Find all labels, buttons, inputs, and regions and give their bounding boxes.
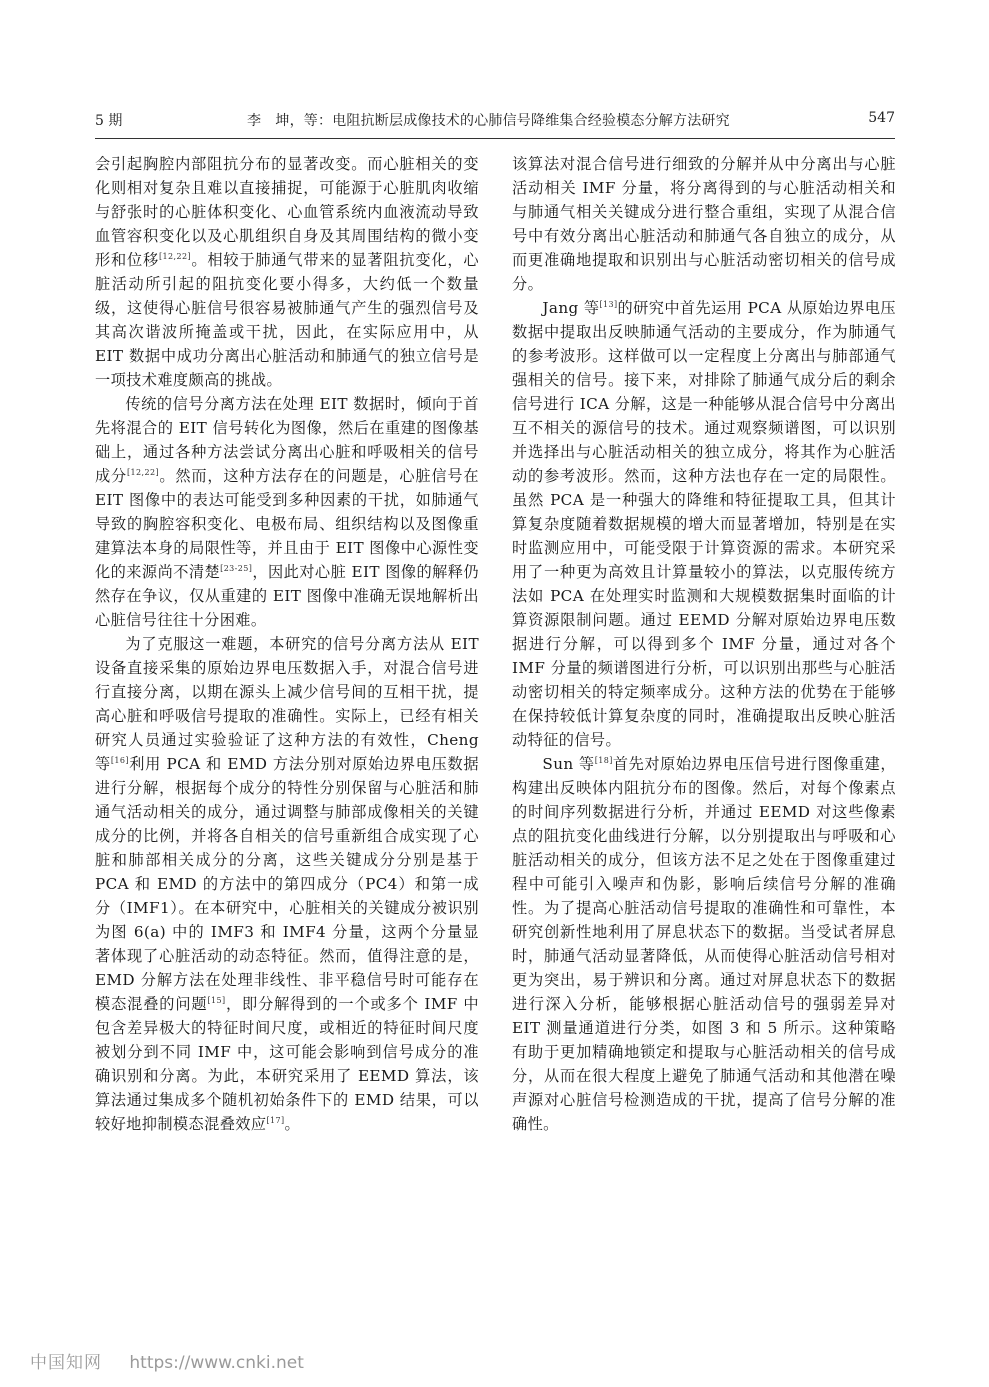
citation-ref[interactable]: [23-25] <box>220 564 253 573</box>
running-title: 李 坤，等：电阻抗断层成像技术的心肺信号降维集合经验模态分解方法研究 <box>247 113 730 129</box>
paragraph-text: 。 <box>284 1115 301 1133</box>
paragraph-text: 会引起胸腔内部阻抗分布的显著改变。而心脏相关的变化则相对复杂且难以直接捕捉，可能源于心脏肌肉收缩与舒张时的心脏体积变化、心血管系统内血液流动导致血管容积变化以及心肌组织自身及其周围结构的微小变形和位移 <box>95 155 479 269</box>
paragraph-text: 传统的信号分离方法在处理 EIT 数据时，倾向于首先将混合的 EIT 信号转化为图像，然后在重建的图像基础上，通过各种方法尝试分离出心脏和呼吸相关的信号成分 <box>95 395 479 485</box>
paragraph-text: Sun 等 <box>542 755 595 773</box>
paragraph-text: 。相较于肺通气带来的显著阻抗变化，心脏活动所引起的阻抗变化要小得多，大约低一个数量级，这使得心脏信号很容易被肺通气产生的强烈信号及其高次谐波所掩盖或干扰，因此，在实际应用中，从 EIT 数据中成功分离出心脏活动和肺通气的独立信号是一项技术难度颇高的挑战。 <box>95 251 479 389</box>
paragraph <box>512 752 896 1136</box>
paragraph-text: 首先对原始边界电压信号进行图像重建，构建出反映体内阻抗分布的图像。然后，对每个像素点的时间序列数据进行分析，并通过 EEMD 对这些像素点的阻抗变化曲线进行分解，以分别提取出与呼吸和心脏活动相关的成分，但该方法不足之处在于图像重建过程中可能引入噪声和伪影，影响后续信号分解的准确性。为了提高心脏活动信号提取的准确性和可靠性，本研究创新性地利用了屏息状态下的数据。当受试者屏息时，肺通气活动显著降低，从而使得心脏活动信号相对更为突出，易于辨识和分离。通过对屏息状态下的数据进行深入分析，能够根据心脏活动信号的强弱差异对 EIT 测量通道进行分类，如图 3 和 5 所示。这种策略有助于更加精确地锁定和提取与心脏活动相关的信号成分，从而在很大程度上避免了肺通气活动和其他潜在噪声源对心脏信号检测造成的干扰，提高了信号分解的准确性。 <box>512 755 897 1133</box>
citation-ref[interactable]: [16] <box>110 756 129 765</box>
paragraph <box>512 296 896 752</box>
citation-ref[interactable]: [17] <box>266 1116 285 1125</box>
running-header <box>95 110 895 134</box>
paragraph-text: 利用 PCA 和 EMD 方法分别对原始边界电压数据进行分解，根据每个成分的特性分别保留与心脏活和肺通气活动相关的成分，通过调整与肺部成像相关的关键成分的比例，并将各自相关的信号重新组合成实现了心脏和肺部相关成分的分离，这些关键成分分别是基于 PCA 和 EMD 的方法中的第四成分（PC4）和第一成分（IMF1）。在本研究中，心脏相关的关键成分被识别为图 6(a) 中的 IMF3 和 IMF4 分量，这两个分量显著体现了心脏活动的动态特征。然而，值得注意的是，EMD 分解方法在处理非线性、非平稳信号时可能存在模态混叠的问题 <box>95 755 479 1013</box>
right-column <box>512 152 896 1136</box>
site-url[interactable]: https://www.cnki.net <box>129 1353 304 1373</box>
paragraph-text: 该算法对混合信号进行细致的分解并从中分离出与心脏活动相关 IMF 分量，将分离得到的与心脏活动相关和与肺通气相关关键成分进行整合重组，实现了从混合信号中有效分离出心脏活动和肺通气各自独立的成分，从而更准确地提取和识别出与心脏活动密切相关的信号成分。 <box>512 155 896 293</box>
paragraph-text: 。然而，这种方法存在的问题是，心脏信号在 EIT 图像中的表达可能受到多种因素的干扰，如肺通气导致的胸腔容积变化、电极布局、组织结构以及图像重建算法本身的局限性等，并且由于 EIT 图像中心源性变化的来源尚不清楚 <box>95 467 479 581</box>
citation-ref[interactable]: [12,22] <box>127 468 159 477</box>
page-number: 547 <box>868 110 895 126</box>
paragraph <box>95 632 479 1136</box>
paragraph-text: Jang 等 <box>542 299 600 317</box>
site-name: 中国知网 <box>30 1353 102 1373</box>
paragraph <box>95 392 479 632</box>
paragraph-text: ，即分解得到的一个或多个 IMF 中包含差异极大的特征时间尺度，或相近的特征时间尺度被划分到不同 IMF 中，这可能会影响到信号成分的准确识别和分离。为此，本研究采用了 EEMD 算法，该算法通过集成多个随机初始条件下的 EMD 结果，可以较好地抑制模态混叠效应 <box>95 995 479 1133</box>
paragraph-text: ，因此对心脏 EIT 图像的解释仍然存在争议，仅从重建的 EIT 图像中准确无误地解析出心脏信号往往十分困难。 <box>95 563 480 629</box>
paragraph <box>95 152 479 392</box>
citation-ref[interactable]: [12,22] <box>159 252 191 261</box>
issue-number: 5 期 <box>95 113 123 129</box>
paragraph-text: 为了克服这一难题，本研究的信号分离方法从 EIT 设备直接采集的原始边界电压数据入手，对混合信号进行直接分离，以期在源头上减少信号间的互相干扰，提高心脏和呼吸信号提取的准确性。实际上，已经有相关研究人员通过实验验证了这种方法的有效性，Cheng 等 <box>95 635 479 773</box>
paragraph <box>512 152 896 296</box>
citation-ref[interactable]: [15] <box>207 996 226 1005</box>
footer-watermark <box>30 1348 304 1372</box>
header-rule <box>95 138 895 139</box>
left-column <box>95 152 479 1136</box>
paragraph-text: 的研究中首先运用 PCA 从原始边界电压数据中提取出反映肺通气活动的主要成分，作为肺通气的参考波形。这样做可以一定程度上分离出与肺部通气强相关的信号。接下来，对排除了肺通气成分后的剩余信号进行 ICA 分解，这是一种能够从混合信号中分离出互不相关的源信号的技术。通过观察频谱图，可以识别并选择出与心脏活动相关的独立成分，将其作为心脏活动的参考波形。然而，这种方法也存在一定的局限性。虽然 PCA 是一种强大的降维和特征提取工具，但其计算复杂度随着数据规模的增大而显著增加，特别是在实时监测应用中，可能受限于计算资源的需求。本研究采用了一种更为高效且计算量较小的算法，以克服传统方法如 PCA 在处理实时监测和大规模数据集时面临的计算资源限制问题。通过 EEMD 分解对原始边界电压数据进行分解，可以得到多个 IMF 分量，通过对各个 IMF 分量的频谱图进行分析，可以识别出那些与心脏活动密切相关的特定频率成分。这种方法的优势在于能够在保持较低计算复杂度的同时，准确提取出反映心脏活动特征的信号。 <box>512 299 897 749</box>
citation-ref[interactable]: [18] <box>594 756 613 765</box>
citation-ref[interactable]: [13] <box>599 300 618 309</box>
